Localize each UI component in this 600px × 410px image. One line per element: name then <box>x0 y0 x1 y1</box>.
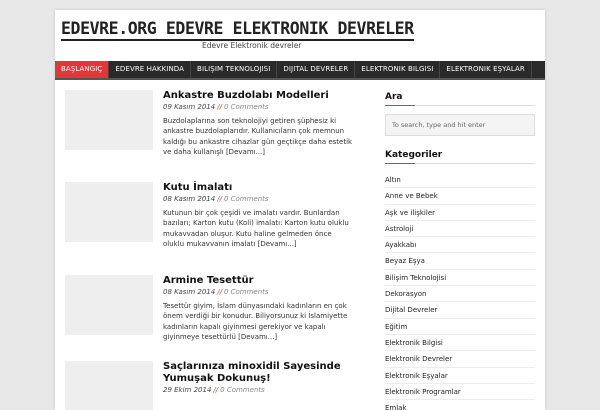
post-comments-link[interactable]: 0 Comments <box>223 103 269 111</box>
page-container <box>55 10 545 410</box>
post-thumbnail[interactable] <box>65 361 153 410</box>
post-meta <box>163 103 269 111</box>
category-list <box>385 172 535 410</box>
categories-widget-title: Kategoriler <box>385 150 535 164</box>
category-link[interactable]: Ayakkabı <box>385 237 535 253</box>
post-thumbnail[interactable] <box>65 275 153 335</box>
post-date: 09 Kasım 2014 <box>163 103 216 111</box>
nav-item-edevre-hakkinda[interactable]: EDEVRE HAKKINDA <box>109 61 191 78</box>
category-link[interactable]: Altın <box>385 172 535 188</box>
category-link[interactable]: Elektronik Eşyalar <box>385 368 535 384</box>
meta-separator: // <box>213 386 219 394</box>
meta-separator: // <box>217 103 222 111</box>
category-link[interactable]: Emlak <box>385 400 535 410</box>
search-input[interactable]: To search, type and hit enter <box>385 114 535 136</box>
post-meta <box>163 386 265 394</box>
sidebar <box>385 92 535 410</box>
nav-item-bilisim-teknolojisi[interactable]: BILIŞIM TEKNOLOJISI <box>191 61 277 78</box>
site-tagline: Edevre Elektronik devreler <box>202 41 302 50</box>
post-item <box>65 90 375 170</box>
category-link[interactable]: Elektronik Bilgisi <box>385 335 535 351</box>
post-item <box>65 361 375 410</box>
post-comments-link[interactable]: 0 Comments <box>223 288 269 296</box>
nav-item-baslangic[interactable]: BAŞLANGIÇ <box>55 61 109 78</box>
post-item <box>65 182 375 262</box>
post-thumbnail[interactable] <box>65 182 153 242</box>
meta-separator: // <box>217 195 222 203</box>
category-link[interactable]: Elektronik Programlar <box>385 384 535 400</box>
category-link[interactable]: Eğitim <box>385 319 535 335</box>
meta-separator: // <box>217 288 222 296</box>
post-title[interactable]: Ankastre Buzdolabı Modelleri <box>163 90 329 101</box>
category-link[interactable]: Astroloji <box>385 221 535 237</box>
post-item <box>65 275 375 355</box>
search-widget-title: Ara <box>385 92 535 106</box>
main-nav <box>55 61 545 80</box>
post-thumbnail[interactable] <box>65 90 153 150</box>
category-link[interactable]: Beyaz Eşya <box>385 253 535 269</box>
post-date: 08 Kasım 2014 <box>163 195 216 203</box>
post-title[interactable]: Armine Tesettür <box>163 275 254 286</box>
post-comments-link[interactable]: 0 Comments <box>220 386 265 394</box>
post-title[interactable]: Saçlarınıza minoxidil Sayesinde Yumuşak Dokunuş! <box>163 361 341 384</box>
category-link[interactable]: Elektronik Devreler <box>385 351 535 367</box>
post-excerpt: Kutunun bir çok çeşidi ve imalatı vardır. Bunlardan bazıları; Karton kutu (Koli) imalatı: Karton kutu oluklu mukavvadan oluşur. Kutu haline gelmeden önce oluklu mukavvanın imalatı [Devamı...] <box>163 209 349 248</box>
post-meta <box>163 195 269 203</box>
nav-item-elektronik-esyalar[interactable]: ELEKTRONIK EŞYALAR <box>440 61 531 78</box>
category-link[interactable]: Bilişim Teknolojisi <box>385 270 535 286</box>
post-excerpt: Tesettür giyim, İslam dünyasındaki kadınların en çok önem verdiği bir konudur. Biliyorsunuz ki İslamiyette kadınların kapalı giyinmesi gerekiyor ve kapalı giyinmeye tesettürlü [Devamı...] <box>163 302 348 341</box>
post-excerpt: Buzdolaplarına son teknolojiyi getiren şüphesiz ki ankastre buzdolaplarıdır. Kullanıcıların çok memnun kaldığı bu ankastre cihazlar gün geçtikçe daha estetik ve daha kullanışlı [Devamı...] <box>163 117 353 156</box>
category-link[interactable]: Dijital Devreler <box>385 302 535 318</box>
post-title[interactable]: Kutu İmalatı <box>163 182 233 193</box>
category-link[interactable]: Aşk ve ilişkiler <box>385 205 535 221</box>
post-date: 29 Ekim 2014 <box>163 386 212 394</box>
post-meta <box>163 288 269 296</box>
nav-item-elektronik-bilgisi[interactable]: ELEKTRONIK BILGISI <box>355 61 440 78</box>
post-comments-link[interactable]: 0 Comments <box>223 195 269 203</box>
category-link[interactable]: Anne ve Bebek <box>385 188 535 204</box>
post-date: 08 Kasım 2014 <box>163 288 216 296</box>
site-header <box>55 10 545 60</box>
site-title[interactable]: EDEVRE.ORG EDEVRE ELEKTRONIK DEVRELER <box>61 19 414 41</box>
nav-item-dijital-devreler[interactable]: DIJITAL DEVRELER <box>277 61 355 78</box>
category-link[interactable]: Dekorasyon <box>385 286 535 302</box>
